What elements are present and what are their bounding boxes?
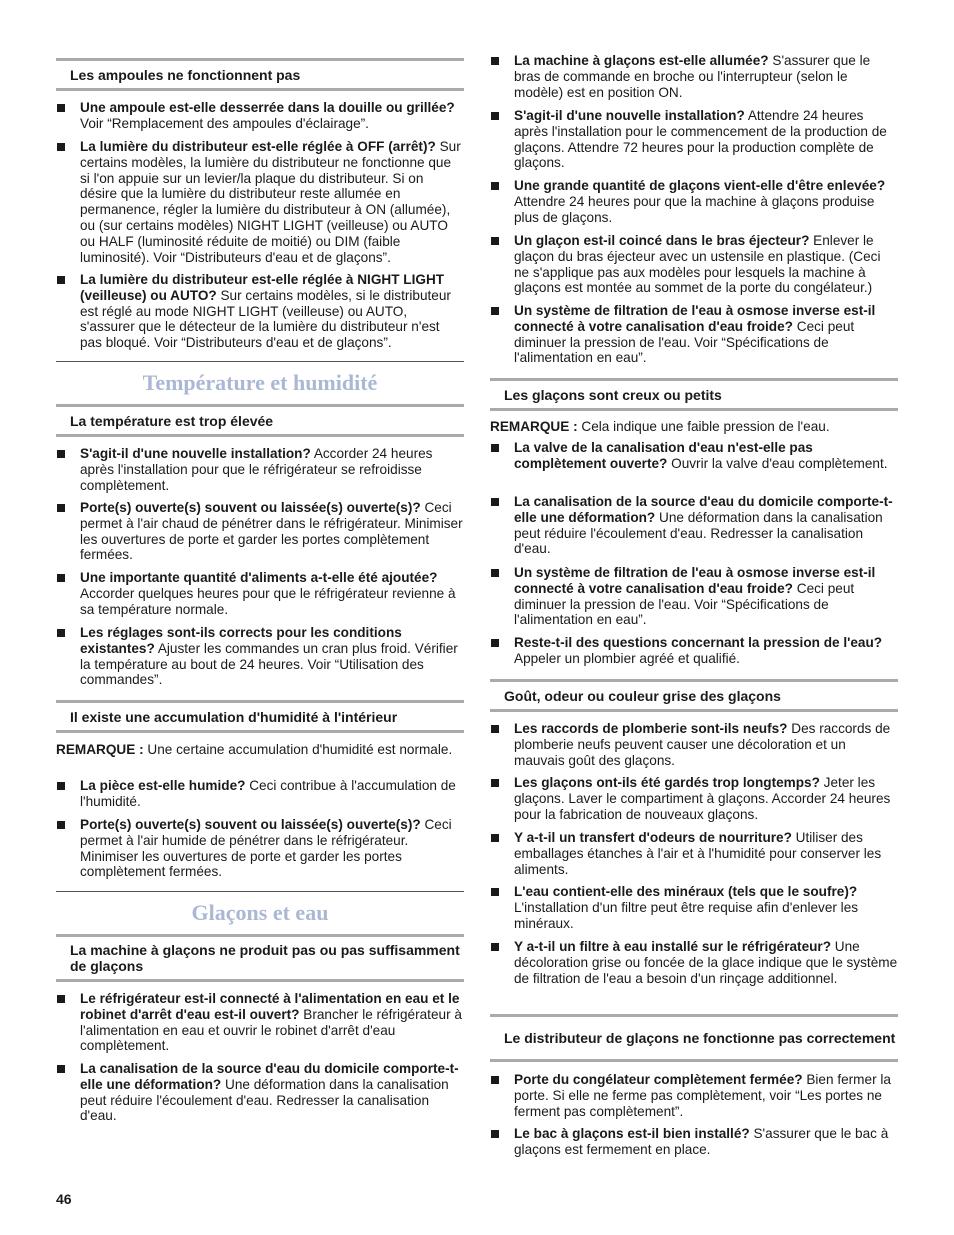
- list-item: Les réglages sont-ils corrects pour les conditions existantes? Ajuster les commandes un cran plus froid. Vérifier la température au bout de 24 heures. Voir “Utilisation des commandes”.: [56, 625, 464, 688]
- list-item: La machine à glaçons est-elle allumée? S'assurer que le bras de commande en broche ou l'interrupteur (selon le modèle) est en position ON.: [490, 53, 898, 100]
- list-item: S'agit-il d'une nouvelle installation? Attendre 24 heures après l'installation pour le commencement de la production de glaçons. Attendre 72 heures pour la production complète de glaçons.: [490, 108, 898, 171]
- subsection-header-humidite: Il existe une accumulation d'humidité à l'intérieur: [56, 700, 464, 733]
- section-title-glacons: Glaçons et eau: [56, 891, 464, 926]
- list-item: Reste-t-il des questions concernant la pression de l'eau? Appeler un plombier agréé et qualifié.: [490, 635, 898, 667]
- list-item: La lumière du distributeur est-elle réglée à OFF (arrêt)? Sur certains modèles, la lumière du distributeur ne fonctionne que si l'on appuie sur un levier/la plaque du distributeur. Si on désire que la lumière du distributeur reste allumée en permanence, régler la lumière du distributeur à ON (allumée), ou (sur certains modèles) NIGHT LIGHT (veilleuse) ou AUTO ou HALF (luminosité réduite de moitié) ou DIM (faible luminosité). Voir “Distributeurs d'eau et de glaçons”.: [56, 139, 464, 265]
- list-item: Une grande quantité de glaçons vient-elle d'être enlevée? Attendre 24 heures pour que la machine à glaçons produise plus de glaçons.: [490, 178, 898, 225]
- list-item: Les raccords de plomberie sont-ils neufs? Des raccords de plomberie neufs peuvent causer une décoloration et un mauvais goût des glaçons.: [490, 721, 898, 768]
- list-item: La valve de la canalisation d'eau n'est-elle pas complètement ouverte? Ouvrir la valve d'eau complètement.: [490, 440, 898, 472]
- list-item: Un système de filtration de l'eau à osmose inverse est-il connecté à votre canalisation d'eau froide? Ceci peut diminuer la pression de l'eau. Voir “Spécifications de l'alimentation en eau”.: [490, 303, 898, 366]
- list-item: Le réfrigérateur est-il connecté à l'alimentation en eau et le robinet d'arrêt d'eau est-il ouvert? Brancher le réfrigérateur à l'alimentation en eau et ouvrir le robinet d'arrêt d'eau complètement.: [56, 991, 464, 1054]
- list-item: Porte(s) ouverte(s) souvent ou laissée(s) ouverte(s)? Ceci permet à l'air humide de pénétrer dans le réfrigérateur. Minimiser les ouvertures de porte et garder les portes complètement fermées.: [56, 817, 464, 880]
- list-item: Un glaçon est-il coincé dans le bras éjecteur? Enlever le glaçon du bras éjecteur avec un ustensile en plastique. (Ceci ne s'applique pas aux modèles pour lesquels la machine à glaçons est montée au sommet de la porte du congélateur.): [490, 233, 898, 296]
- list-item: Y a-t-il un transfert d'odeurs de nourriture? Utiliser des emballages étanches à l'air et à l'humidité pour conserver les aliments.: [490, 830, 898, 877]
- note: REMARQUE : Une certaine accumulation d'humidité est normale.: [56, 742, 453, 757]
- list-item: L'eau contient-elle des minéraux (tels que le soufre)? L'installation d'un filtre peut être requise afin d'enlever les minéraux.: [490, 884, 898, 931]
- subsection-header-creux: Les glaçons sont creux ou petits: [490, 378, 898, 411]
- section-title-temperature: Température et humidité: [56, 361, 464, 396]
- subsection-header-temperature: La température est trop élevée: [56, 404, 464, 437]
- list-item: Y a-t-il un filtre à eau installé sur le réfrigérateur? Une décoloration grise ou foncée de la glace indique que le système de filtration de l'eau a besoin d'un rinçage additionnel.: [490, 939, 898, 986]
- list-item: Porte du congélateur complètement fermée? Bien fermer la porte. Si elle ne ferme pas complètement, voir “Les portes ne ferment pas complètement”.: [490, 1072, 898, 1119]
- subsection-header-distributeur: Le distributeur de glaçons ne fonctionne pas correctement: [490, 1014, 898, 1062]
- subsection-header-ampoules: Les ampoules ne fonctionnent pas: [56, 58, 464, 91]
- list-item: La canalisation de la source d'eau du domicile comporte-t-elle une déformation? Une déformation dans la canalisation peut réduire l'écoulement d'eau. Redresser la canalisation d'eau.: [490, 494, 898, 557]
- list-item: Porte(s) ouverte(s) souvent ou laissée(s) ouverte(s)? Ceci permet à l'air chaud de pénétrer dans le réfrigérateur. Minimiser les ouvertures de porte et garder les portes complètement fermées.: [56, 500, 464, 563]
- list-item: Une ampoule est-elle desserrée dans la douille ou grillée? Voir “Remplacement des ampoules d'éclairage”.: [56, 100, 464, 132]
- list-item: La canalisation de la source d'eau du domicile comporte-t-elle une déformation? Une déformation dans la canalisation peut réduire l'écoulement d'eau. Redresser la canalisation d'eau.: [56, 1061, 464, 1124]
- note: REMARQUE : Cela indique une faible pression de l'eau.: [490, 419, 830, 434]
- list-item: Le bac à glaçons est-il bien installé? S'assurer que le bac à glaçons est fermement en place.: [490, 1126, 898, 1158]
- list-item: La lumière du distributeur est-elle réglée à NIGHT LIGHT (veilleuse) ou AUTO? Sur certains modèles, si le distributeur est réglé au mode NIGHT LIGHT (veilleuse) ou AUTO, s'assurer que le détecteur de la lumière du distributeur n'est pas bloqué. Voir “Distributeurs d'eau et de glaçons”.: [56, 272, 464, 351]
- list-item: La pièce est-elle humide? Ceci contribue à l'accumulation de l'humidité.: [56, 778, 464, 810]
- page-number: 46: [56, 1191, 72, 1207]
- subsection-header-gout: Goût, odeur ou couleur grise des glaçons: [490, 679, 898, 712]
- list-item: S'agit-il d'une nouvelle installation? Accorder 24 heures après l'installation pour que le réfrigérateur se refroidisse complètement.: [56, 446, 464, 493]
- list-item: Une importante quantité d'aliments a-t-elle été ajoutée? Accorder quelques heures pour que le réfrigérateur revienne à sa température normale.: [56, 570, 464, 617]
- list-item: Un système de filtration de l'eau à osmose inverse est-il connecté à votre canalisation d'eau froide? Ceci peut diminuer la pression de l'eau. Voir “Spécifications de l'alimentation en eau”.: [490, 565, 898, 628]
- list-item: Les glaçons ont-ils été gardés trop longtemps? Jeter les glaçons. Laver le compartiment à glaçons. Accorder 24 heures pour la fabrication de nouveaux glaçons.: [490, 775, 898, 822]
- subsection-header-machine: La machine à glaçons ne produit pas ou pas suffisamment de glaçons: [56, 934, 464, 982]
